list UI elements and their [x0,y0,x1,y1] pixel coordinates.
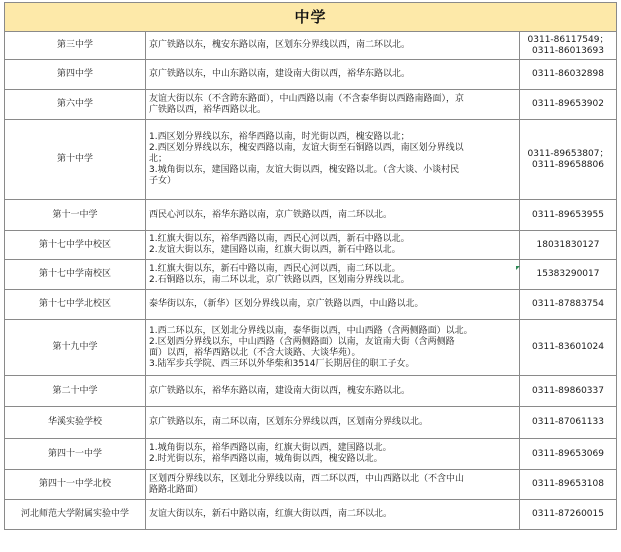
phone-line: 0311-89658806 [532,159,604,170]
table-row [5,407,617,439]
table-row [5,231,617,260]
phone-line: 0311-86117549； [527,34,609,45]
phone-number[interactable] [520,60,617,90]
phone-line: 0311-89653069 [532,448,604,459]
school-name[interactable]: 第十七中学南校区 [5,260,146,290]
area-line: 1.西区划分界线以东，裕华西路以南，时光街以西，槐安路以北； [149,132,410,142]
area-line: 京广铁路以东，槐安东路以南，区划东分界线以西，南二环以北。 [149,40,411,50]
district-area[interactable] [146,90,520,120]
school-name[interactable]: 河北师范大学附属实验中学 [5,500,146,530]
area-line: 京广铁路以东，南二环以南，区划东分界线以西，区划南分界线以北。 [149,417,429,427]
district-area[interactable] [146,407,520,439]
school-name[interactable]: 第十九中学 [5,320,146,376]
phone-line: 0311-86032898 [532,69,604,79]
table-row [5,500,617,530]
area-line: 1.红旗大街以东，新石中路以南，西民心河以西，南二环以北。 [149,263,401,274]
area-line: 1.红旗大街以东，裕华西路以南，西民心河以西，新石中路以北。 [149,234,410,244]
area-line: 友谊大街以东（不含跨东路面），中山西路以南（不含泰华街以西路南路面），京 [149,93,465,104]
table-title: 中学 [5,3,617,32]
title-row [5,3,617,32]
district-area[interactable] [146,439,520,470]
district-area[interactable] [146,320,520,376]
school-district-table [4,2,617,530]
district-area[interactable] [146,376,520,407]
table-row [5,470,617,500]
table-row [5,120,617,200]
phone-number[interactable] [520,260,617,290]
phone-line: 0311-87260015 [532,509,604,519]
district-area[interactable] [146,60,520,90]
table-row [5,32,617,60]
phone-number[interactable] [520,32,617,60]
phone-line: 18031830127 [536,239,600,250]
district-area[interactable] [146,32,520,60]
phone-line: 0311-89653108 [532,479,604,489]
phone-number[interactable] [520,290,617,320]
school-name[interactable]: 第十七中学中校区 [5,231,146,260]
table-row [5,200,617,231]
area-line: 2.西区划分界线以东，槐安西路以南，友谊大街至石铜路以西，南区划分界线以 [149,143,464,153]
district-area[interactable] [146,500,520,530]
phone-line: 0311-87883754 [532,299,604,309]
area-line: 泰华街以东，（新华）区划分界线以南，京广铁路以西，中山路以北。 [149,299,424,309]
district-area[interactable] [146,120,520,200]
phone-number[interactable] [520,90,617,120]
school-name[interactable]: 华溪实验学校 [5,407,146,439]
area-line: 3.城角街以东，建国路以南，友谊大街以西，槐安路以北。（含大谈、小谈村民 [149,165,460,175]
table-row [5,290,617,320]
school-name[interactable]: 第四中学 [5,60,146,90]
phone-line: 0311-89653807； [527,148,609,159]
table-row [5,60,617,90]
phone-number[interactable] [520,120,617,200]
area-line: 西民心河以东，裕华东路以南，京广铁路以西，南二环以北。 [149,209,393,220]
area-line: 面）以西，裕华西路以北（不含大谈路、大谈华苑）。 [149,347,361,358]
phone-number[interactable] [520,231,617,260]
phone-number[interactable] [520,407,617,439]
area-line: 2.时光街以东，裕华西路以南，城角街以西，槐安路以北。 [149,454,383,464]
phone-line: 0311-87061133 [532,417,604,427]
school-name[interactable]: 第二十中学 [5,376,146,407]
phone-number[interactable] [520,200,617,231]
area-line: 2.友谊大街以东，建国路以南，红旗大街以西，新石中路以北。 [149,245,401,255]
phone-line: 0311-86013693 [532,45,604,56]
area-line: 区划西分界线以东，区划北分界线以南，西二环以西，中山西路以北（不含中山 [149,473,465,484]
area-line: 友谊大街以东，新石中路以南，红旗大街以西，南二环以北。 [149,509,393,519]
school-name[interactable]: 第四十一中学北校 [5,470,146,500]
area-line: 京广铁路以东，中山东路以南，建设南大街以西，裕华东路以北。 [149,69,411,79]
district-area[interactable] [146,470,520,500]
phone-number[interactable] [520,470,617,500]
district-area[interactable] [146,290,520,320]
area-line: 北； [149,154,168,164]
area-line: 广铁路以西，裕华西路以北。 [149,104,267,115]
district-area[interactable] [146,200,520,231]
area-line: 2.石铜路以东，南二环以北，京广铁路以西，区划南分界线以北。 [149,274,410,285]
phone-line: 15383290017 [536,269,600,279]
phone-line: 0311-83601024 [532,342,604,352]
district-area[interactable] [146,260,520,290]
phone-number[interactable] [520,439,617,470]
phone-line: 0311-89860337 [532,385,604,396]
table-row [5,320,617,376]
area-line: 3.陆军步兵学院、西三环以外华柴和3514厂长期居住的职工子女。 [149,358,415,369]
phone-number[interactable] [520,500,617,530]
school-name[interactable]: 第六中学 [5,90,146,120]
phone-number[interactable] [520,376,617,407]
phone-line: 0311-89653902 [532,99,604,109]
table-row [5,439,617,470]
area-line: 1.城角街以东，裕华西路以南，红旗大街以西，建国路以北。 [149,443,392,453]
table-row [5,90,617,120]
cell-comment-marker [516,266,520,270]
district-area[interactable] [146,231,520,260]
school-name[interactable]: 第十中学 [5,120,146,200]
phone-number[interactable] [520,320,617,376]
school-name[interactable]: 第十七中学北校区 [5,290,146,320]
school-name[interactable]: 第四十一中学 [5,439,146,470]
school-name[interactable]: 第十一中学 [5,200,146,231]
phone-line: 0311-89653955 [532,209,604,220]
area-line: 2.区划西分界线以东，中山西路（含两侧路面）以南，友谊南大街（含两侧路 [149,336,455,347]
area-line: 子女） [149,176,177,186]
area-line: 1.西二环以东，区划北分界线以南，泰华街以西，中山西路（含两侧路面）以北。 [149,325,473,336]
table-row [5,376,617,407]
area-line: 京广铁路以东，裕华东路以南，建设南大街以西，槐安东路以北。 [149,385,411,396]
area-line: 路路北路面） [149,484,204,495]
table-row [5,260,617,290]
school-name[interactable]: 第三中学 [5,32,146,60]
